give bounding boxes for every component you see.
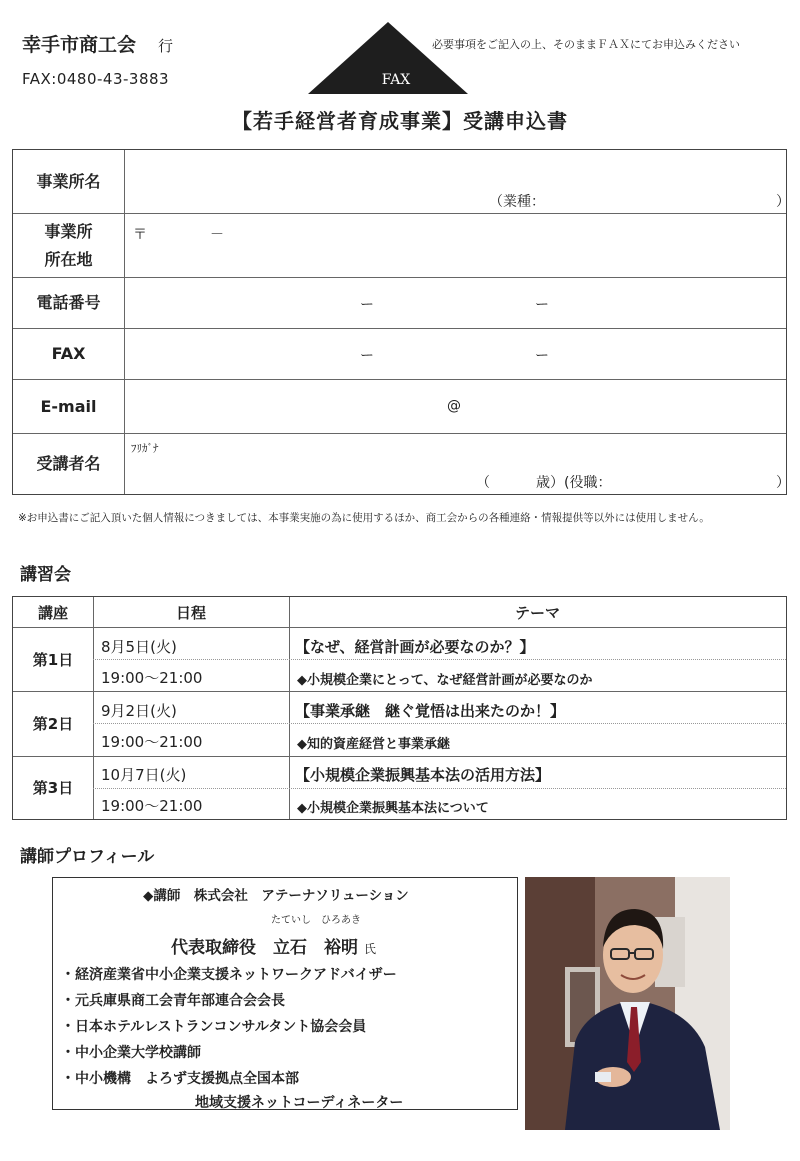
row-divider bbox=[13, 756, 786, 757]
furigana-label: ﾌﾘｶﾞﾅ bbox=[131, 442, 159, 455]
course-row-theme: 【事業承継 継ぐ覚悟は出来たのか！】 bbox=[295, 702, 566, 720]
instructor-profile-box bbox=[52, 877, 518, 1110]
addressee-name: 幸手市商工会 bbox=[22, 34, 137, 56]
header-course-no: 講座 bbox=[37, 603, 68, 622]
industry-prefix: （業種： bbox=[489, 194, 545, 210]
phone-field[interactable] bbox=[124, 278, 786, 328]
address-row bbox=[13, 214, 786, 278]
fax-number: FAX:0480-43-3883 bbox=[22, 70, 170, 88]
header-theme: テーマ bbox=[514, 603, 560, 622]
business-name-field[interactable] bbox=[124, 150, 790, 213]
fax-label: FAX bbox=[13, 329, 125, 379]
attendee-row bbox=[13, 434, 790, 494]
instruction-text: 必要事項をご記入の上、そのままＦＡＸにてお申込みください bbox=[432, 38, 740, 51]
instructor-name-text: 代表取締役 立石 裕明 bbox=[171, 938, 358, 958]
age-position-label: 歳）(役職： bbox=[536, 475, 612, 491]
profile-bullet: ・中小企業大学校講師 bbox=[61, 1045, 201, 1061]
header-schedule: 日程 bbox=[175, 603, 206, 622]
course-row-time: 19:00〜21:00 bbox=[101, 669, 203, 687]
course-row-date: 10月7日(火) bbox=[101, 766, 187, 784]
col-divider bbox=[289, 597, 290, 819]
profile-bullet: ・経済産業省中小企業支援ネットワークアドバイザー bbox=[61, 967, 397, 983]
email-label: E-mail bbox=[13, 380, 125, 433]
fax-badge-label: FAX bbox=[381, 72, 411, 88]
course-section-title: 講習会 bbox=[20, 565, 71, 585]
address-label-line1: 事業所 bbox=[44, 221, 93, 241]
course-row-date: 9月2日(火) bbox=[101, 702, 177, 720]
phone-row bbox=[13, 278, 786, 329]
application-form bbox=[12, 149, 790, 495]
course-row-detail: ◆知的資産経営と事業承継 bbox=[297, 737, 450, 752]
industry-suffix: ） bbox=[776, 194, 790, 210]
row-subdivider bbox=[93, 723, 786, 724]
profile-bullet: ・中小機構 よろず支援拠点全国本部 bbox=[61, 1071, 299, 1087]
phone-dash-1: ー bbox=[360, 297, 374, 313]
profile-bullet: ・元兵庫県商工会青年部連合会会長 bbox=[61, 993, 285, 1009]
address-label-line2: 所在地 bbox=[44, 249, 93, 269]
instructor-name-ruby: たていし ひろあき bbox=[271, 915, 361, 926]
address-label bbox=[13, 214, 125, 277]
course-row-theme: 【小規模企業振興基本法の活用方法】 bbox=[295, 766, 551, 784]
business-name-label: 事業所名 bbox=[13, 150, 125, 213]
fax-triangle-icon bbox=[308, 22, 468, 94]
fax-field[interactable] bbox=[124, 329, 786, 379]
col-divider bbox=[93, 597, 94, 819]
postal-mark: 〒 bbox=[133, 227, 147, 243]
addressee bbox=[22, 30, 173, 57]
document-title: 【若手経営者育成事業】受講申込書 bbox=[232, 109, 568, 133]
instructor-photo bbox=[525, 877, 730, 1130]
position-suffix: ） bbox=[776, 475, 790, 491]
fax-dash-2: ー bbox=[535, 348, 549, 364]
phone-label: 電話番号 bbox=[13, 278, 125, 328]
course-row-no: 第3日 bbox=[32, 779, 74, 797]
row-subdivider bbox=[93, 788, 786, 789]
course-row-no: 第2日 bbox=[32, 715, 74, 733]
age-prefix: （ bbox=[476, 475, 490, 491]
profile-last-line: 地域支援ネットコーディネーター bbox=[195, 1095, 404, 1111]
fax-row bbox=[13, 329, 786, 380]
profile-bullet: ・日本ホテルレストランコンサルタント協会会員 bbox=[61, 1019, 367, 1035]
attendee-label: 受講者名 bbox=[13, 434, 125, 494]
course-row-detail: ◆小規模企業振興基本法について bbox=[297, 801, 489, 816]
phone-dash-2: ー bbox=[535, 297, 549, 313]
business-name-row bbox=[13, 150, 790, 214]
course-row-no: 第1日 bbox=[32, 650, 74, 669]
course-row-time: 19:00〜21:00 bbox=[101, 733, 203, 751]
row-divider bbox=[13, 691, 786, 692]
fax-dash-1: ー bbox=[360, 348, 374, 364]
email-field[interactable] bbox=[124, 380, 786, 433]
course-row-time: 19:00〜21:00 bbox=[101, 797, 203, 815]
row-divider bbox=[13, 627, 786, 628]
address-field[interactable] bbox=[124, 214, 786, 277]
email-row bbox=[13, 380, 786, 434]
instructor-honorific: 氏 bbox=[364, 942, 377, 956]
attendee-field[interactable] bbox=[124, 434, 790, 494]
course-row-date: 8月5日(火) bbox=[101, 638, 177, 656]
course-row-detail: ◆小規模企業にとって、なぜ経営計画が必要なのか bbox=[297, 673, 593, 688]
postal-dash: － bbox=[210, 227, 224, 243]
course-table bbox=[12, 596, 787, 820]
instructor-company: ◆講師 株式会社 アテーナソリューション bbox=[143, 888, 409, 904]
privacy-note: ※お申込書にご記入頂いた個人情報につきましては、本事業実施の為に使用するほか、商工会からの各種連絡・情報提供等以外には使用しません。 bbox=[18, 512, 710, 524]
addressee-suffix: 行 bbox=[158, 37, 174, 55]
email-at-mark: @ bbox=[447, 398, 461, 414]
course-row-theme: 【なぜ、経営計画が必要なのか？】 bbox=[295, 638, 535, 656]
instructor-name bbox=[171, 933, 376, 958]
profile-section-title: 講師プロフィール bbox=[20, 847, 155, 867]
row-subdivider bbox=[93, 659, 786, 660]
